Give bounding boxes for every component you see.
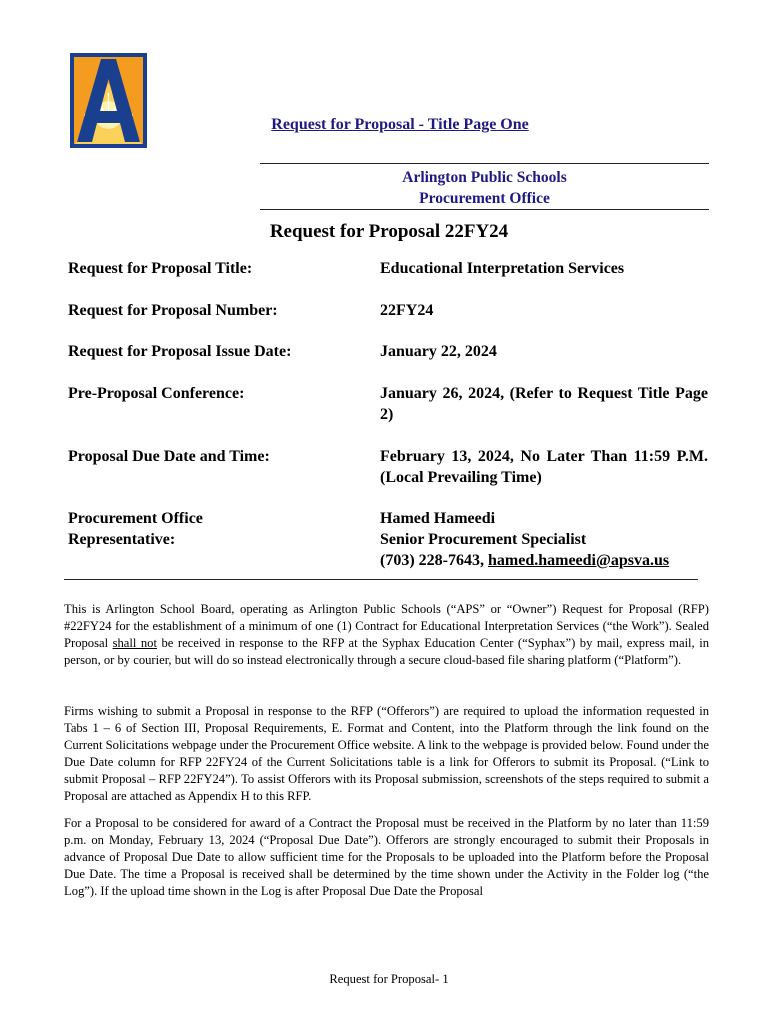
- pre-proposal-value: January 26, 2024, (Refer to Request Title Page 2): [380, 385, 708, 423]
- paragraph-intro-b: be received in response to the RFP at the Syphax Education Center (“Syphax”) by mail, express mail, in person, or by courier, but will do so instead electronically through a secure cloud-based file sharing platform (“Platform”).: [64, 636, 710, 667]
- pre-proposal-label: Pre-Proposal Conference:: [68, 385, 245, 402]
- issue-date-value: January 22, 2024: [380, 343, 497, 360]
- org-name: Arlington Public Schools: [402, 169, 567, 186]
- rfp-heading: Request for Proposal 22FY24: [269, 221, 509, 242]
- rfp-title-value: Educational Interpretation Services: [380, 260, 625, 277]
- header-rule-bottom: [260, 209, 709, 210]
- rfp-title-label: Request for Proposal Title:: [68, 260, 253, 277]
- paragraph-deadline: For a Proposal to be considered for award of a Contract the Proposal must be received in the Platform by no later than 11:59 p.m. on Monday, February 13, 2024 (“Proposal Due Date”). Offerors are strongly encouraged to submit their Proposals in advance of Proposal Due Date to allow sufficient time for the Proposals to be uploaded into the Platform before the Proposal Due Date. The time a Proposal is received shall be determined by the time shown under the Activity in the Folder log (“the Log”). If the upload time shown in the Log is after Proposal Due Date the Proposal: [64, 816, 709, 898]
- due-date-label: Proposal Due Date and Time:: [68, 448, 270, 465]
- header-rule-top: [260, 163, 709, 164]
- section-divider: [64, 579, 698, 580]
- rfp-number-label: Request for Proposal Number:: [68, 302, 278, 319]
- representative-label-line1: Procurement Office: [68, 510, 203, 527]
- office-name: Procurement Office: [419, 190, 550, 207]
- representative-email-link[interactable]: hamed.hameedi@apsva.us: [487, 552, 670, 569]
- representative-name: Hamed Hameedi: [380, 510, 496, 527]
- due-date-value: February 13, 2024, No Later Than 11:59 P.M. (Local Prevailing Time): [380, 448, 708, 486]
- paragraph-submission: Firms wishing to submit a Proposal in response to the RFP (“Offerors”) are required to upload the information requested in Tabs 1 – 6 of Section III, Proposal Requirements, E. Format and Content, into the Platform through the link found on the Current Solicitations webpage under the Procurement Office website. A link to the webpage is provided below. Found under the Due Date column for RFP 22FY24 of the Current Solicitations table is a link for Offerors to submit its Proposal. (“Link to submit Proposal – RFP 22FY24”). To assist Offerors with its Proposal submission, screenshots of the steps required to submit a Proposal are attached as Appendix H to this RFP.: [64, 704, 709, 803]
- rfp-number-value: 22FY24: [380, 302, 434, 319]
- page-footer: Request for Proposal- 1: [329, 972, 449, 986]
- representative-phone: (703) 228-7643,: [380, 552, 484, 569]
- paragraph-intro-underlined: shall not: [112, 636, 157, 650]
- title-page-link[interactable]: Request for Proposal - Title Page One: [271, 116, 529, 133]
- representative-title: Senior Procurement Specialist: [380, 531, 587, 548]
- representative-contact: [380, 550, 708, 571]
- issue-date-label: Request for Proposal Issue Date:: [68, 343, 292, 360]
- paragraph-intro-a: This is Arlington School Board, operating as Arlington Public Schools (“APS” or “Owner”) Request for Proposal (RFP) #22FY24 for the establishment of a minimum of one (1) Contract for Educational Interpretation Services (“the Work”). Sealed Proposal: [64, 602, 709, 650]
- representative-label-line2: Representative:: [68, 531, 176, 548]
- paragraph-intro: [64, 601, 709, 669]
